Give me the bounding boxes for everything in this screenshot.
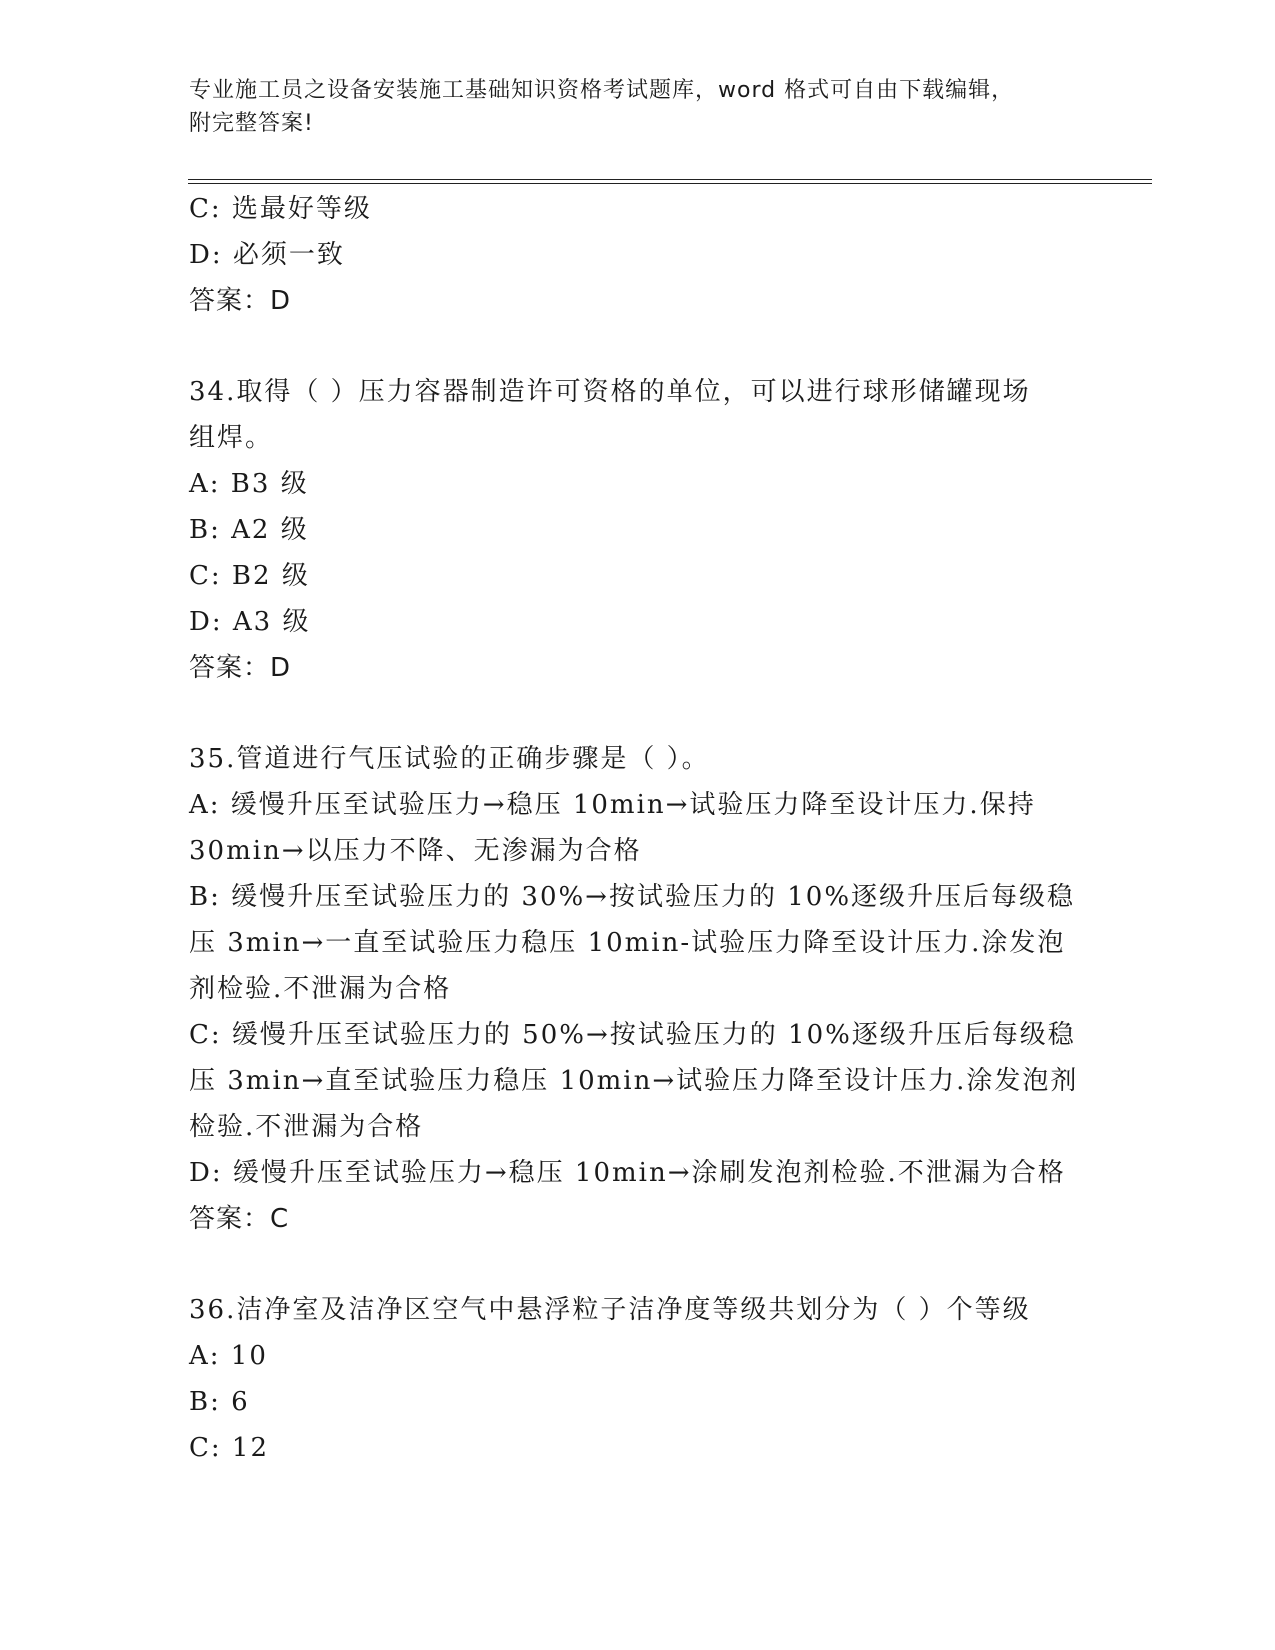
option-line: C: B2 级	[189, 561, 310, 591]
option-line: 压 3min→直至试验压力稳压 10min→试验压力降至设计压力.涂发泡剂	[189, 1066, 1079, 1096]
question-stem: 35.管道进行气压试验的正确步骤是（ ）。	[189, 744, 710, 774]
option-line: B: 缓慢升压至试验压力的 30%→按试验压力的 10%逐级升压后每级稳	[189, 882, 1076, 912]
option-line: A: 缓慢升压至试验压力→稳压 10min→试验压力降至设计压力.保持	[189, 790, 1036, 820]
option-line: C: 缓慢升压至试验压力的 50%→按试验压力的 10%逐级升压后每级稳	[189, 1020, 1076, 1050]
option-line: D: 必须一致	[189, 240, 345, 270]
answer-line: 答案：D	[189, 286, 292, 316]
option-line: A: B3 级	[189, 469, 309, 499]
option-line: B: A2 级	[189, 515, 309, 545]
header-line-1: 专业施工员之设备安装施工基础知识资格考试题库，word 格式可自由下载编辑，	[189, 78, 1015, 103]
question-36	[189, 1287, 1149, 1471]
header-divider-top	[188, 179, 1152, 180]
previous-question-tail	[189, 186, 1149, 324]
option-line: C: 选最好等级	[189, 194, 372, 224]
option-line: B: 6	[189, 1387, 250, 1417]
option-line: 检验.不泄漏为合格	[189, 1112, 424, 1142]
spacer	[189, 691, 1149, 736]
document-header	[189, 74, 1069, 140]
question-stem: 34.取得（ ）压力容器制造许可资格的单位，可以进行球形储罐现场	[189, 377, 1031, 407]
header-line-2: 附完整答案!	[189, 111, 314, 136]
question-stem: 36.洁净室及洁净区空气中悬浮粒子洁净度等级共划分为（ ）个等级	[189, 1295, 1031, 1325]
option-line: 剂检验.不泄漏为合格	[189, 974, 452, 1004]
question-35	[189, 736, 1149, 1242]
answer-line: 答案：D	[189, 653, 292, 683]
option-line: D: A3 级	[189, 607, 311, 637]
question-34	[189, 369, 1149, 691]
option-line: D: 缓慢升压至试验压力→稳压 10min→涂刷发泡剂检验.不泄漏为合格	[189, 1158, 1066, 1188]
question-content	[189, 186, 1149, 1471]
option-line: 压 3min→一直至试验压力稳压 10min-试验压力降至设计压力.涂发泡	[189, 928, 1066, 958]
option-line: A: 10	[189, 1341, 268, 1371]
spacer	[189, 324, 1149, 369]
header-divider-bottom	[188, 183, 1152, 184]
question-stem: 组焊。	[189, 423, 274, 453]
spacer	[189, 1242, 1149, 1287]
option-line: C: 12	[189, 1433, 270, 1463]
option-line: 30min→以压力不降、无渗漏为合格	[189, 836, 642, 866]
answer-line: 答案：C	[189, 1204, 290, 1234]
